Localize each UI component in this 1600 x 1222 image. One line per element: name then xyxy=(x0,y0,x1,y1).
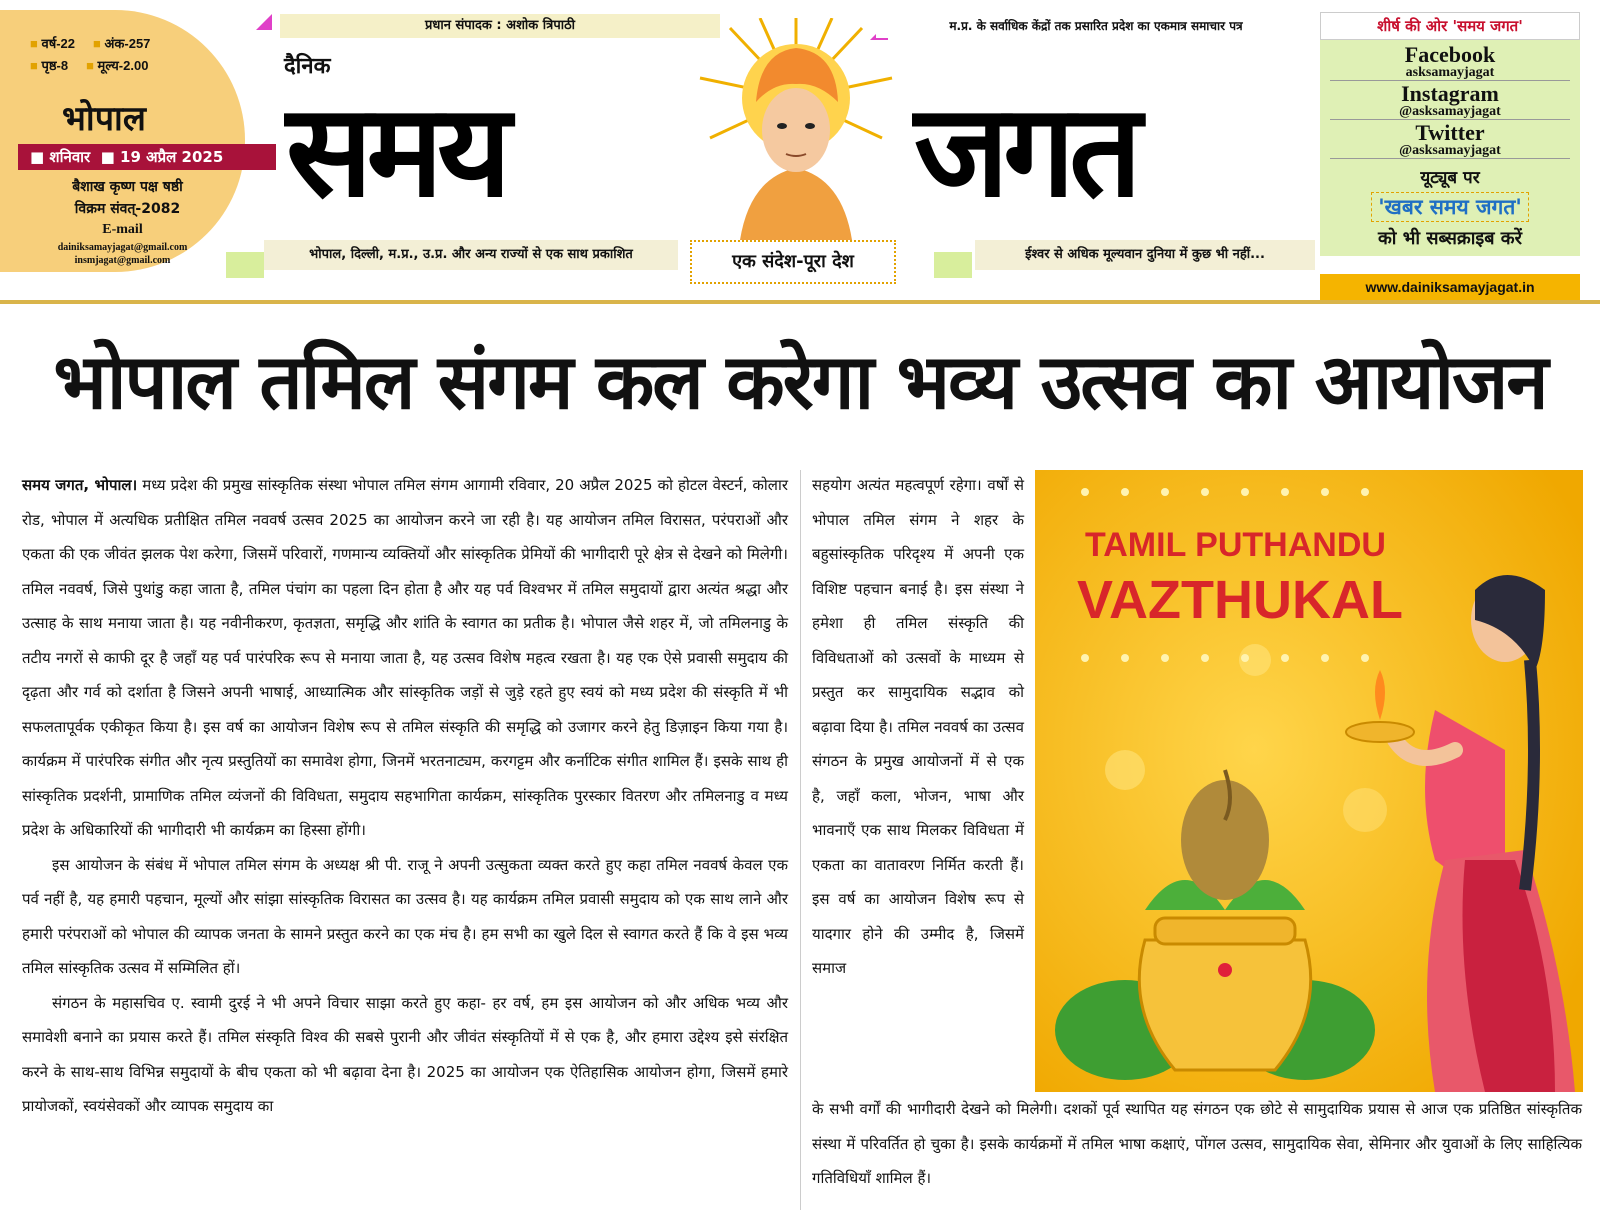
corner-triangle xyxy=(256,14,272,30)
headline: भोपाल तमिल संगम कल करेगा भव्य उत्सव का आयोजन xyxy=(53,337,1547,426)
masthead xyxy=(0,0,1600,302)
issue-badge xyxy=(0,10,245,272)
instagram-handle[interactable]: @asksamayjagat xyxy=(1330,105,1570,120)
edition-city: भोपाल xyxy=(62,99,146,139)
image-title-line2: VAZTHUKAL xyxy=(1077,570,1403,630)
email-address[interactable]: insmjagat@gmail.com xyxy=(74,255,171,266)
email-label: E-mail xyxy=(102,222,143,237)
social-links xyxy=(1320,40,1580,256)
youtube-channel[interactable]: 'खबर समय जगत' xyxy=(1371,192,1529,222)
twitter-label[interactable]: Twitter xyxy=(1415,120,1485,145)
instagram-label[interactable]: Instagram xyxy=(1401,81,1499,106)
facebook-label[interactable]: Facebook xyxy=(1404,42,1496,67)
paragraph-text: मध्य प्रदेश की प्रमुख सांस्कृतिक संस्था भोपाल तमिल संगम आगामी रविवार, 20 अप्रैल 2025 को होटल वेस्टर्न, कोलार रोड, भोपाल में अत्यधिक प्रतीक्षित तमिल नववर्ष उत्सव 2025 का आयोजन करने जा रही है। यह आयोजन तमिल विरासत, परंपराओं और एकता की एक जीवंत झलक पेश करेगा, जिसमें परिवारों, गणमान्य व्यक्तियों और सांस्कृतिक प्रेमियों की भागीदारी पूरे क्षेत्र से देखने को मिलेगी। तमिल नववर्ष, जिसे पुथांडु कहा जाता है, तमिल पंचांग का पहला दिन होता है और यह पर्व विश्वभर में तमिल समुदायों द्वारा अत्यंत श्रद्धा और उत्साह के साथ मनाया जाता है। यह नवीनीकरण, कृतज्ञता, समृद्धि और शांति के स्वागत का प्रतीक है। भोपाल जैसे शहर में, जो तमिलनाडु के तटीय नगरों से काफी दूर है जहाँ यह पर्व पारंपरिक रूप से मनाया जाता है, यह उत्सव विशेष महत्व रखता है। यह एक ऐसे प्रवासी समुदाय की दृढ़ता और गर्व को दर्शाता है जिसने अपनी भाषाई, आध्यात्मिक और सांस्कृतिक जड़ों से जुड़े रहते हुए स्वयं को मध्य प्रदेश की संस्कृति में भी सफलतापूर्वक एकीकृत किया है। इस वर्ष का आयोजन विशेष रूप से तमिल संस्कृति की समृद्धि को उजागर करने हेतु डिज़ाइन किया गया है। कार्यक्रम में पारंपरिक संगीत और नृत्य प्रस्तुतियों का समावेश होगा, जिनमें भरतनाट्यम, करगट्टम और कर्नाटिक संगीत शामिल हैं। इसके साथ ही सांस्कृतिक प्रदर्शनी, प्रामाणिक तमिल व्यंजनों की विविधता, समुदाय सहभागिता कार्यक्रम, सांस्कृतिक पुरस्कार वितरण और तमिलनाडु व मध्य प्रदेश के अधिकारियों की भागीदारी भी कार्यक्रम का हिस्सा होंगी। xyxy=(22,476,788,839)
volume: ■ वर्ष-22 xyxy=(30,34,75,52)
samvat-line: विक्रम संवत्-2082 xyxy=(74,201,181,217)
facebook-handle[interactable]: asksamayjagat xyxy=(1330,66,1570,81)
chief-editor: प्रधान संपादक : अशोक त्रिपाठी xyxy=(280,14,720,38)
social-heading: शीर्ष की ओर 'समय जगत' xyxy=(1320,12,1580,40)
tithi-line: बैशाख कृष्ण पक्ष षष्ठी xyxy=(72,179,183,195)
issue-date: 19 अप्रैल 2025 xyxy=(120,148,224,166)
youtube-label: यूट्यूब पर xyxy=(1420,168,1480,188)
article-column-1 xyxy=(22,468,788,1124)
image-title-line1: TAMIL PUTHANDU xyxy=(1085,526,1386,564)
tagline: म.प्र. के सर्वाधिक केंद्रों तक प्रसारित प्रदेश का एकमात्र समाचार पत्र xyxy=(876,14,1316,38)
twitter-handle[interactable]: @asksamayjagat xyxy=(1330,144,1570,159)
column-divider xyxy=(800,470,801,1210)
masthead-title-right: जगत xyxy=(914,77,1137,226)
weekday: शनिवार xyxy=(49,148,91,166)
paragraph: सहयोग अत्यंत महत्वपूर्ण रहेगा। वर्षों से भोपाल तमिल संगम ने शहर के बहुसांस्कृतिक परिदृश्य में अपनी एक विशिष्ट पहचान बनाई है। इस संस्था ने हमेशा ही तमिल संस्कृति की विविधताओं को उत्सवों के माध्यम से प्रस्तुत कर सामुदायिक सद्भाव को बढ़ावा दिया है। तमिल नववर्ष का उत्सव संगठन के प्रमुख आयोजनों में से एक है, जहाँ कला, भोजन, भाषा और भावनाएँ एक साथ मिलकर विविधता में एकता का वातावरण निर्मित करती हैं। इस वर्ष का आयोजन विशेष रूप से यादगार होने की उम्मीद है, जिसमें समाज xyxy=(812,476,1024,977)
website-link[interactable]: www.dainiksamayjagat.in xyxy=(1320,274,1580,300)
paragraph: इस आयोजन के संबंध में भोपाल तमिल संगम के अध्यक्ष श्री पी. राजू ने अपनी उत्सुकता व्यक्त करते हुए कहा तमिल नववर्ष केवल एक पर्व नहीं है, यह हमारी पहचान, मूल्यों और सांझा सांस्कृतिक विरासत का उत्सव है। यह कार्यक्रम तमिल प्रवासी समुदाय को एक साथ लाने और हमारी परंपराओं को भोपाल की व्यापक जनता के सामने प्रस्तुत करने का एक मंच है। हम सभी का खुले दिल से स्वागत करते हैं कि वे इस भव्य तमिल सांस्कृतिक उत्सव में सम्मिलित हों। xyxy=(22,855,788,977)
decor-box xyxy=(934,252,972,278)
page-count: ■ पृष्ठ-8 xyxy=(30,56,68,74)
price: ■ मूल्य-2.00 xyxy=(86,56,148,74)
subscribe-text: को भी सब्सक्राइब करें xyxy=(1377,228,1522,249)
date-band: ■ शनिवार ■ 19 अप्रैल 2025 xyxy=(18,144,276,170)
masthead-divider xyxy=(0,300,1600,304)
social-panel xyxy=(1320,12,1580,298)
tithi xyxy=(40,176,215,220)
daily-label: दैनिक xyxy=(284,54,331,79)
masthead-title-left: समय xyxy=(286,77,506,226)
article-column-2 xyxy=(812,468,1024,986)
article-continuation xyxy=(812,1092,1582,1196)
dateline: समय जगत, भोपाल। xyxy=(22,476,138,494)
decor-box xyxy=(226,252,264,278)
subtitle-left: भोपाल, दिल्ली, म.प्र., उ.प्र. और अन्य राज्यों से एक साथ प्रकाशित xyxy=(264,240,678,270)
festival-illustration xyxy=(1035,470,1583,1092)
issue-number: ■ अंक-257 xyxy=(93,34,150,52)
portrait-illustration xyxy=(690,18,902,240)
email-address[interactable]: dainiksamayjagat@gmail.com xyxy=(57,242,188,253)
slogan: एक संदेश-पूरा देश xyxy=(690,240,896,284)
subtitle-right: ईश्वर से अधिक मूल्यवान दुनिया में कुछ भी नहीं... xyxy=(975,240,1315,270)
paragraph xyxy=(22,468,788,848)
paragraph: संगठन के महासचिव ए. स्वामी दुरई ने भी अपने विचार साझा करते हुए कहा- हर वर्ष, हम इस आयोजन को और अधिक भव्य और समावेशी बनाने का प्रयास करते हैं। तमिल संस्कृति विश्व की सबसे पुरानी और जीवंत संस्कृतियों में से एक है, और हमारा उद्देश्य इसे संरक्षित करने के साथ-साथ विभिन्न समुदायों के बीच एकता को भी बढ़ावा देना है। 2025 का आयोजन एक ऐतिहासिक आयोजन होगा, जिसमें हमारे प्रायोजकों, स्वयंसेवकों और व्यापक समुदाय का xyxy=(22,993,788,1115)
paragraph: के सभी वर्गों की भागीदारी देखने को मिलेगी। दशकों पूर्व स्थापित यह संगठन एक छोटे से सामुदायिक प्रयास से आज एक प्रतिष्ठित सांस्कृतिक संस्था में परिवर्तित हो चुका है। इसके कार्यक्रमों में तमिल भाषा कक्षाएं, पोंगल उत्सव, सामुदायिक सेवा, सेमिनार और युवाओं के लिए साहित्यिक गतिविधियाँ शामिल हैं। xyxy=(812,1100,1582,1187)
festival-artwork xyxy=(1035,470,1583,1092)
